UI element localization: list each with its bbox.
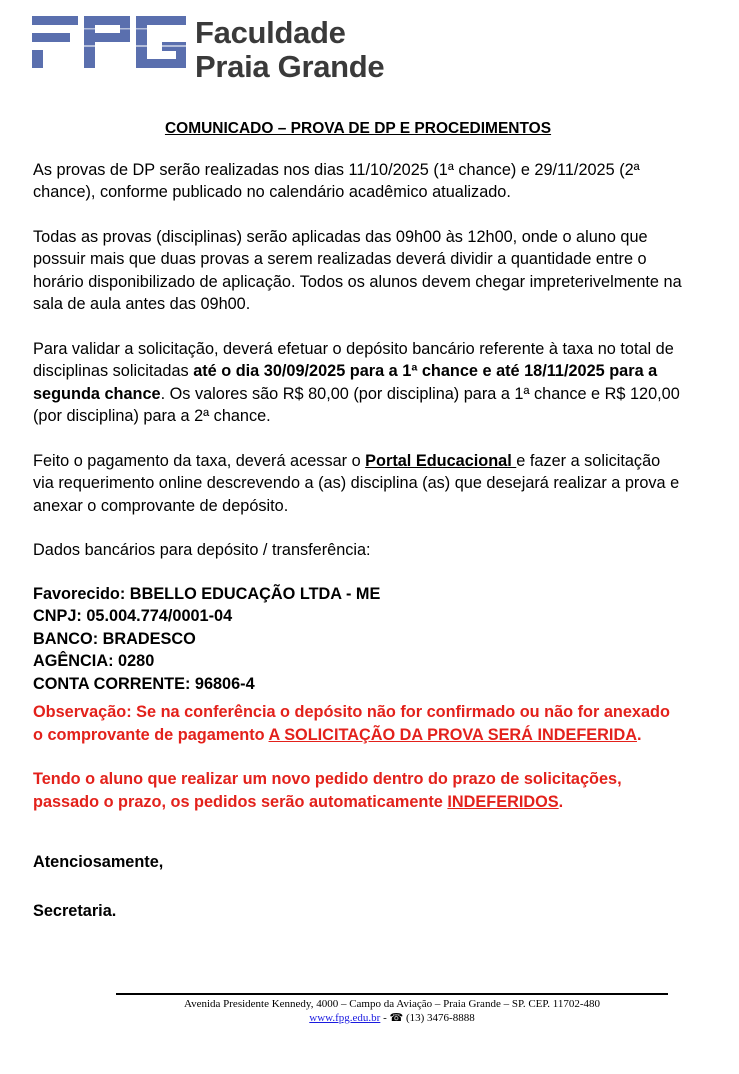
payment-text-a: Para validar a solicitação, deverá efetuar o depósito bancário referente à taxa no total de disciplinas solicitadas <box>33 339 674 380</box>
obs-indeferida: A SOLICITAÇÃO DA PROVA SERÁ INDEFERIDA <box>268 725 637 744</box>
document-body <box>33 118 683 922</box>
warn-text-a: Tendo o aluno que realizar um novo pedido dentro do prazo de solicitações, passado o prazo, os pedidos serão automaticamente <box>33 770 622 811</box>
closing: Atenciosamente, <box>33 853 164 871</box>
bank-banco: BANCO: BRADESCO <box>33 629 196 648</box>
portal-text-a: Feito o pagamento da taxa, deverá acessar o <box>33 451 366 470</box>
signature: Secretaria. <box>33 901 117 920</box>
phone-number: ☎ (13) 3476-8888 <box>389 1012 475 1024</box>
logo-name <box>195 16 384 84</box>
logo-line-2: Praia Grande <box>195 49 385 84</box>
portal-text-b: e fazer a solicitação via requerimento online descrevendo a (as) disciplina (as) que desejará realizar a prova e anexar o comprovante de depósito. <box>33 451 680 515</box>
warn-indeferidos: INDEFERIDOS <box>447 792 559 811</box>
bank-cnpj: CNPJ: 05.004.774/0001-04 <box>33 607 233 625</box>
paragraph-payment <box>33 338 683 428</box>
obs-text-a: Observação: Se na conferência o depósito não for confirmado ou não for anexado o comprovante de pagamento <box>33 703 670 744</box>
fpg-logo-mark-icon <box>32 12 192 72</box>
bank-favorecido: Favorecido: BBELLO EDUCAÇÃO LTDA - ME <box>33 584 381 603</box>
obs-text-b: . <box>636 725 642 744</box>
warn-text-b: . <box>558 792 564 811</box>
website-link[interactable]: www.fpg.edu.br <box>309 1012 381 1024</box>
logo-line-1: Faculdade <box>195 15 346 50</box>
bank-conta: CONTA CORRENTE: 96806-4 <box>33 674 255 693</box>
footer-address: Avenida Presidente Kennedy, 4000 – Campo da Aviação – Praia Grande – SP. CEP. 11702-480 <box>183 998 601 1010</box>
payment-text-c: . Os valores são R$ 80,00 (por disciplina) para a 1ª chance e R$ 120,00 (por disciplina) para a 2ª chance. <box>33 384 680 425</box>
bank-agencia: AGÊNCIA: 0280 <box>33 652 155 670</box>
bank-details <box>33 583 683 696</box>
fpg-logo <box>32 12 392 84</box>
payment-deadline: até o dia 30/09/2025 para a 1ª chance e até 18/11/2025 para a segunda chance <box>33 362 658 403</box>
observation-warning <box>33 701 683 746</box>
footer-contact <box>116 1011 668 1025</box>
paragraph-bank-intro: Dados bancários para depósito / transferência: <box>33 541 371 559</box>
page-title: COMUNICADO – PROVA DE DP E PROCEDIMENTOS <box>164 120 552 137</box>
deadline-warning <box>33 768 683 813</box>
footer-divider <box>116 993 668 995</box>
paragraph-portal <box>33 450 683 518</box>
footer <box>116 997 668 1025</box>
portal-educacional-link[interactable]: Portal Educacional <box>365 451 517 470</box>
paragraph-dates: As provas de DP serão realizadas nos dias 11/10/2025 (1ª chance) e 29/11/2025 (2ª chance), conforme publicado no calendário acadêmico atualizado. <box>33 160 640 201</box>
footer-separator: - <box>380 1012 390 1024</box>
paragraph-schedule: Todas as provas (disciplinas) serão aplicadas das 09h00 às 12h00, onde o aluno que possuir mais que duas provas a serem realizadas deverá dividir a quantidade entre o horário disponibilizado de aplicação. Todos os alunos devem chegar impreterivelmente na sala de aula antes das 09h00. <box>33 227 682 313</box>
